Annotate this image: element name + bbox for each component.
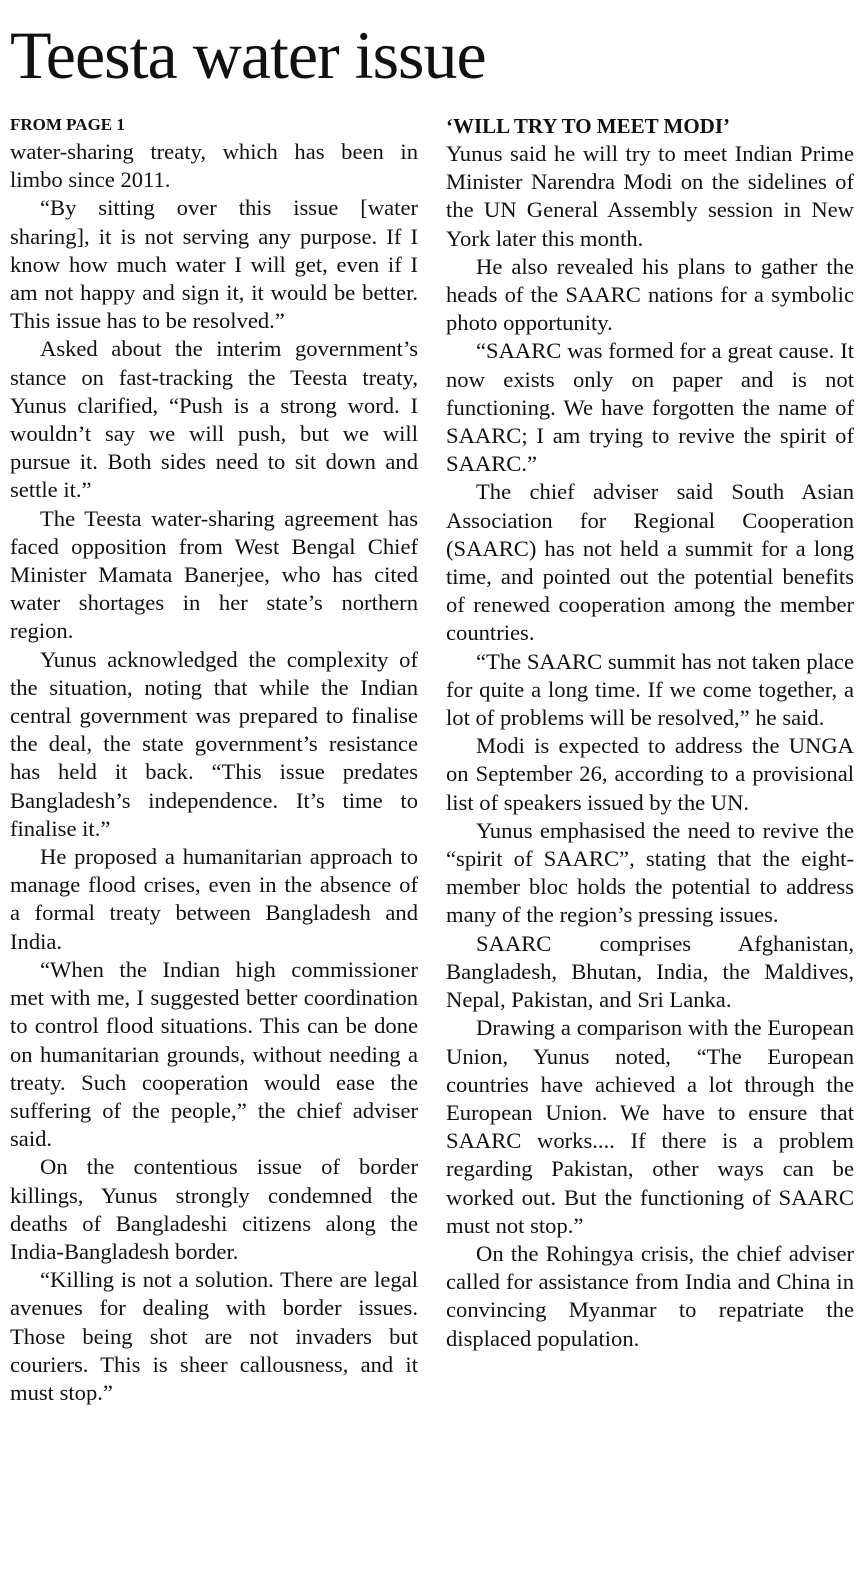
paragraph: The chief adviser said South Asian Association for Regional Cooperation (SAARC) has not held a summit for a long time, and pointed out the potential benefits of renewed cooperation among the member countries. xyxy=(446,479,854,646)
paragraph: “The SAARC summit has not taken place for quite a long time. If we come together, a lot of problems will be resolved,” he said. xyxy=(446,648,854,731)
paragraph: On the Rohingya crisis, the chief adviser called for assistance from India and China in convincing Myanmar to repatriate the displaced population. xyxy=(446,1240,854,1351)
paragraph: Modi is expected to address the UNGA on September 26, according to a provisional list of speakers issued by the UN. xyxy=(446,733,854,815)
paragraph: SAARC comprises Afghanistan, Bangladesh, Bhutan, India, the Maldives, Nepal, Pakistan, and Sri Lanka. xyxy=(446,930,854,1013)
paragraph: Yunus acknowledged the complexity of the situation, noting that while the Indian central government was prepared to finalise the deal, the state government’s resistance has held it back. “This issue predates Bangladesh’s independence. It’s time to finalise it.” xyxy=(10,646,418,841)
paragraph: The Teesta water-sharing agreement has faced opposition from West Bengal Chief Minister Mamata Banerjee, who has cited water shortages in her state’s northern region. xyxy=(10,505,418,644)
paragraph: water-sharing treaty, which has been in limbo since 2011. xyxy=(10,139,418,193)
paragraph: “Killing is not a solution. There are legal avenues for dealing with border issues. Those being shot are not invaders but couriers. This is sheer callousness, and it must stop.” xyxy=(10,1267,418,1405)
paragraph: He proposed a humanitarian approach to manage flood crises, even in the absence of a formal treaty between Bangladesh and India. xyxy=(10,844,418,954)
left-column-body xyxy=(10,138,418,1407)
paragraph: Yunus said he will try to meet Indian Prime Minister Narendra Modi on the sidelines of the UN General Assembly session in New York later this month. xyxy=(446,141,854,251)
left-column xyxy=(10,112,418,1407)
paragraph: On the contentious issue of border killings, Yunus strongly condemned the deaths of Bangladeshi citizens along the India-Bangladesh border. xyxy=(10,1154,418,1264)
from-page-kicker: FROM PAGE 1 xyxy=(10,115,125,134)
section-subhead: ‘WILL TRY TO MEET MODI’ xyxy=(446,114,730,138)
paragraph: “When the Indian high commissioner met with me, I suggested better coordination to control flood situations. This can be done on humanitarian grounds, without needing a treaty. Such cooperation would ease the suffering of the people,” the chief adviser said. xyxy=(10,956,418,1152)
paragraph: “By sitting over this issue [water sharing], it is not serving any purpose. If I know how much water I will get, even if I am not happy and sign it, it would be better. This issue has to be resolved.” xyxy=(10,195,418,334)
paragraph: Asked about the interim government’s stance on fast-tracking the Teesta treaty, Yunus clarified, “Push is a strong word. I wouldn’t say we will push, but we will pursue it. Both sides need to sit down and settle it.” xyxy=(10,336,418,503)
paragraph: Yunus emphasised the need to revive the “spirit of SAARC”, stating that the eight-member bloc holds the potential to address many of the region’s pressing issues. xyxy=(446,817,854,928)
paragraph: “SAARC was formed for a great cause. It now exists only on paper and is not functioning. We have forgotten the name of SAARC; I am trying to revive the spirit of SAARC.” xyxy=(446,338,854,477)
right-column-body xyxy=(446,140,854,1353)
right-column xyxy=(446,112,854,1353)
headline: Teesta water issue xyxy=(10,17,486,93)
paragraph: He also revealed his plans to gather the heads of the SAARC nations for a symbolic photo opportunity. xyxy=(446,253,854,336)
paragraph: Drawing a comparison with the European Union, Yunus noted, “The European countries have achieved a lot through the European Union. We have to ensure that SAARC works.... If there is a problem regarding Pakistan, other ways can be worked out. But the functioning of SAARC must not stop.” xyxy=(446,1015,854,1238)
